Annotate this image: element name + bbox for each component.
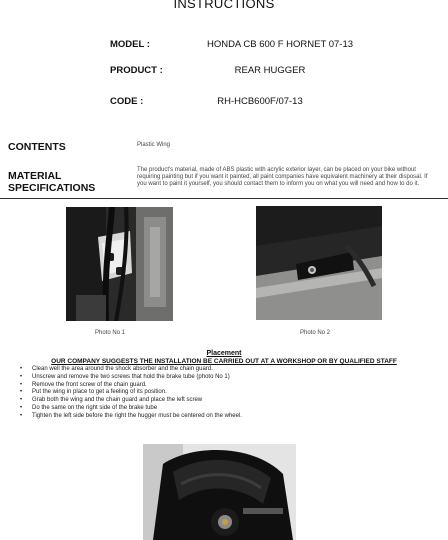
bullet: • bbox=[20, 397, 23, 404]
list-item bbox=[20, 413, 242, 421]
product-label: PRODUCT : bbox=[110, 65, 163, 76]
bullet: • bbox=[20, 381, 23, 388]
placement-title: Placement bbox=[206, 350, 242, 357]
product-row bbox=[0, 65, 448, 79]
product-installed-image bbox=[143, 444, 296, 540]
code-value: RH-HCB600F/07-13 bbox=[217, 96, 303, 107]
step-text: Unscrew and remove the two screws that hold the brake tube (photo No 1) bbox=[32, 373, 230, 380]
list-item bbox=[20, 366, 242, 374]
material-label bbox=[8, 170, 95, 194]
section-divider bbox=[0, 198, 448, 199]
photo-1-caption: Photo No 1 bbox=[95, 330, 126, 336]
bullet: • bbox=[20, 366, 23, 372]
code-row bbox=[0, 96, 448, 110]
installation-steps-list bbox=[20, 366, 242, 421]
document-title: INSTRUCTIONS bbox=[173, 0, 275, 11]
bullet: • bbox=[20, 389, 23, 396]
model-row bbox=[0, 39, 448, 53]
model-value: HONDA CB 600 F HORNET 07-13 bbox=[206, 39, 354, 50]
list-item bbox=[20, 389, 242, 397]
step-text: Put the wing in place to get a feeling of its position. bbox=[32, 389, 167, 396]
code-label: CODE : bbox=[110, 96, 144, 107]
step-text: Do the same on the right side of the brake tube bbox=[32, 404, 158, 411]
list-item bbox=[20, 397, 242, 405]
list-item bbox=[20, 405, 242, 413]
material-label-line1: MATERIAL bbox=[8, 170, 62, 182]
placement-warning: OUR COMPANY SUGGESTS THE INSTALLATION BE CARRIED OUT AT A WORKSHOP OR BY QUALIFIED STAFF bbox=[51, 358, 397, 365]
contents-text: Plastic Wing bbox=[137, 142, 171, 148]
list-item bbox=[20, 382, 242, 390]
photo-1-image bbox=[66, 207, 173, 321]
product-value: REAR HUGGER bbox=[234, 65, 306, 76]
step-text: Clean well the area around the shock absorber and the chain guard. bbox=[32, 366, 213, 372]
bullet: • bbox=[20, 412, 23, 419]
photo-2-caption: Photo No 2 bbox=[300, 330, 331, 336]
step-text: Remove the front screw of the chain guard. bbox=[32, 381, 147, 388]
list-item bbox=[20, 374, 242, 382]
step-text: Tighten the left side before the right the hugger must be centered on the wheel. bbox=[32, 412, 242, 419]
contents-label: CONTENTS bbox=[8, 141, 66, 153]
step-text: Grab both the wing and the chain guard and place the left screw bbox=[32, 397, 203, 404]
model-label: MODEL : bbox=[110, 39, 150, 50]
material-label-line2: SPECIFICATIONS bbox=[8, 182, 96, 194]
photo-2-image bbox=[256, 206, 382, 320]
material-text: The product's material, made of ABS plastic with acrylic exterior layer, can be placed on your bike without requiring painting but if you want it painted, all paint companies have equivalent machinery at their disposal. If you want to paint it yourself, you should contact them to inform you on what you will need and how to do it. bbox=[137, 167, 428, 188]
bullet: • bbox=[20, 404, 23, 411]
bullet: • bbox=[20, 373, 23, 380]
